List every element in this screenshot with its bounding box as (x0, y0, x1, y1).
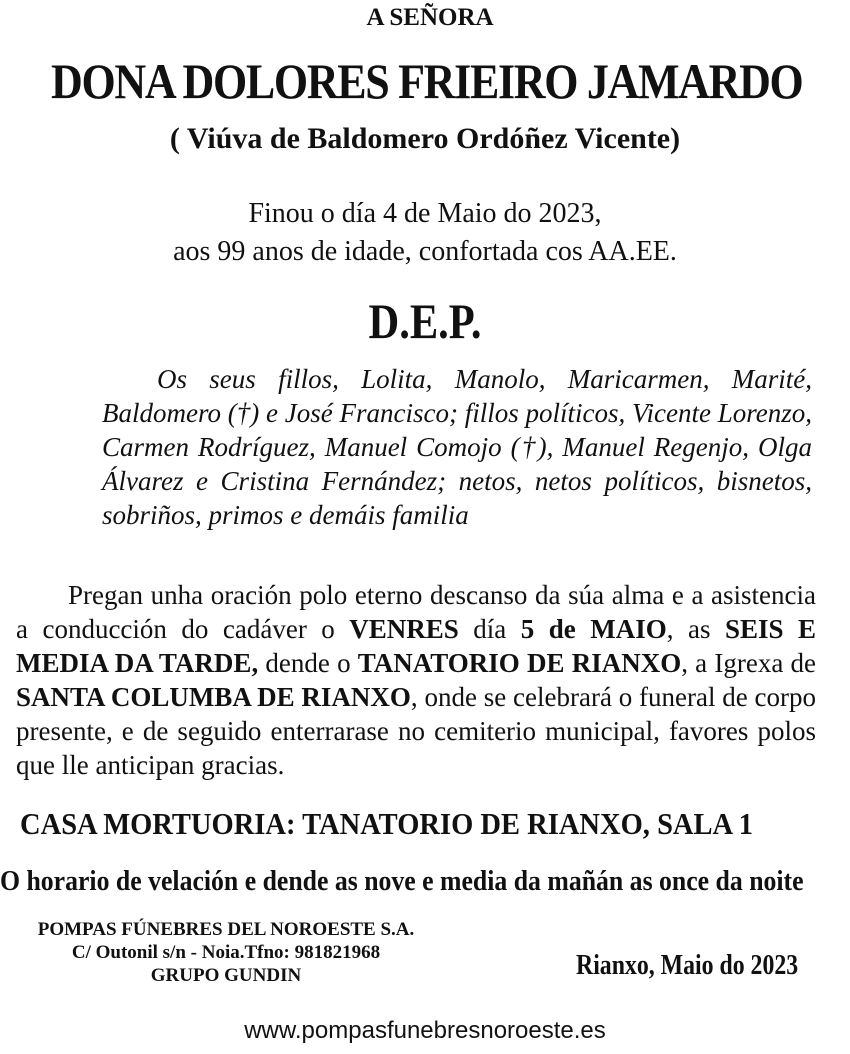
rip: D.E.P. (368, 293, 482, 349)
prayer-tanatorio: TANATORIO DE RIANXO (357, 648, 682, 678)
heading: A SEÑORA (366, 4, 494, 31)
prayer-text: dende o (258, 648, 358, 678)
deceased-name: DONA DOLORES FRIEIRO JAMARDO (51, 53, 803, 109)
widow-of: ( Viúva de Baldomero Ordóñez Vicente) (169, 122, 681, 155)
website-link[interactable]: www.pompasfunebresnoroeste.es (244, 1017, 606, 1044)
death-notice (0, 195, 850, 271)
death-line-2: aos 99 anos de idade, confortada cos AA.EE. (173, 236, 677, 267)
family-list: Os seus fillos, Lolita, Manolo, Maricarmen, Marité, Baldomero (†) e José Francisco; fillos políticos, Vicente Lorenzo, Carmen Rodríguez, Manuel Comojo (†), Manuel Regenjo, Olga Álvarez e Cristina Fernández; netos, netos políticos, bisnetos, sobriños, primos e demáis familia (102, 364, 812, 530)
prayer-time: SEIS E MEDIA DA TARDE, (16, 614, 816, 678)
prayer-date: 5 de MAIO (520, 614, 667, 644)
casa-mortuoria: CASA MORTUORIA: TANATORIO DE RIANXO, SALA 1 (20, 806, 753, 841)
prayer-text: , onde se celebrará o funeral de corpo presente, e de seguido enterrarase no cemiterio municipal, favores polos que lle anticipan gracias. (16, 682, 816, 780)
prayer-text: día (458, 614, 521, 644)
prayer-paragraph (16, 578, 816, 782)
company-address: C/ Outonil s/n - Noia.Tfno: 981821968 (71, 942, 381, 963)
prayer-text: , a Igrexa de (681, 648, 817, 678)
company-block (16, 918, 436, 987)
place-date: Rianxo, Maio do 2023 (576, 950, 799, 981)
prayer-day: VENRES (349, 614, 459, 644)
horario: O horario de velación e dende as nove e media da mañán as once da noite (0, 866, 804, 897)
company-group: GRUPO GUNDIN (150, 965, 302, 986)
death-line-1: Finou o día 4 de Maio do 2023, (248, 198, 602, 229)
prayer-text: , as (666, 614, 725, 644)
prayer-church: SANTA COLUMBA DE RIANXO (16, 682, 411, 712)
company-name: POMPAS FÚNEBRES DEL NOROESTE S.A. (37, 919, 415, 940)
prayer-text: Pregan unha oración polo eterno descanso da súa alma e a asistencia a conducción do cadáver o (16, 580, 816, 644)
